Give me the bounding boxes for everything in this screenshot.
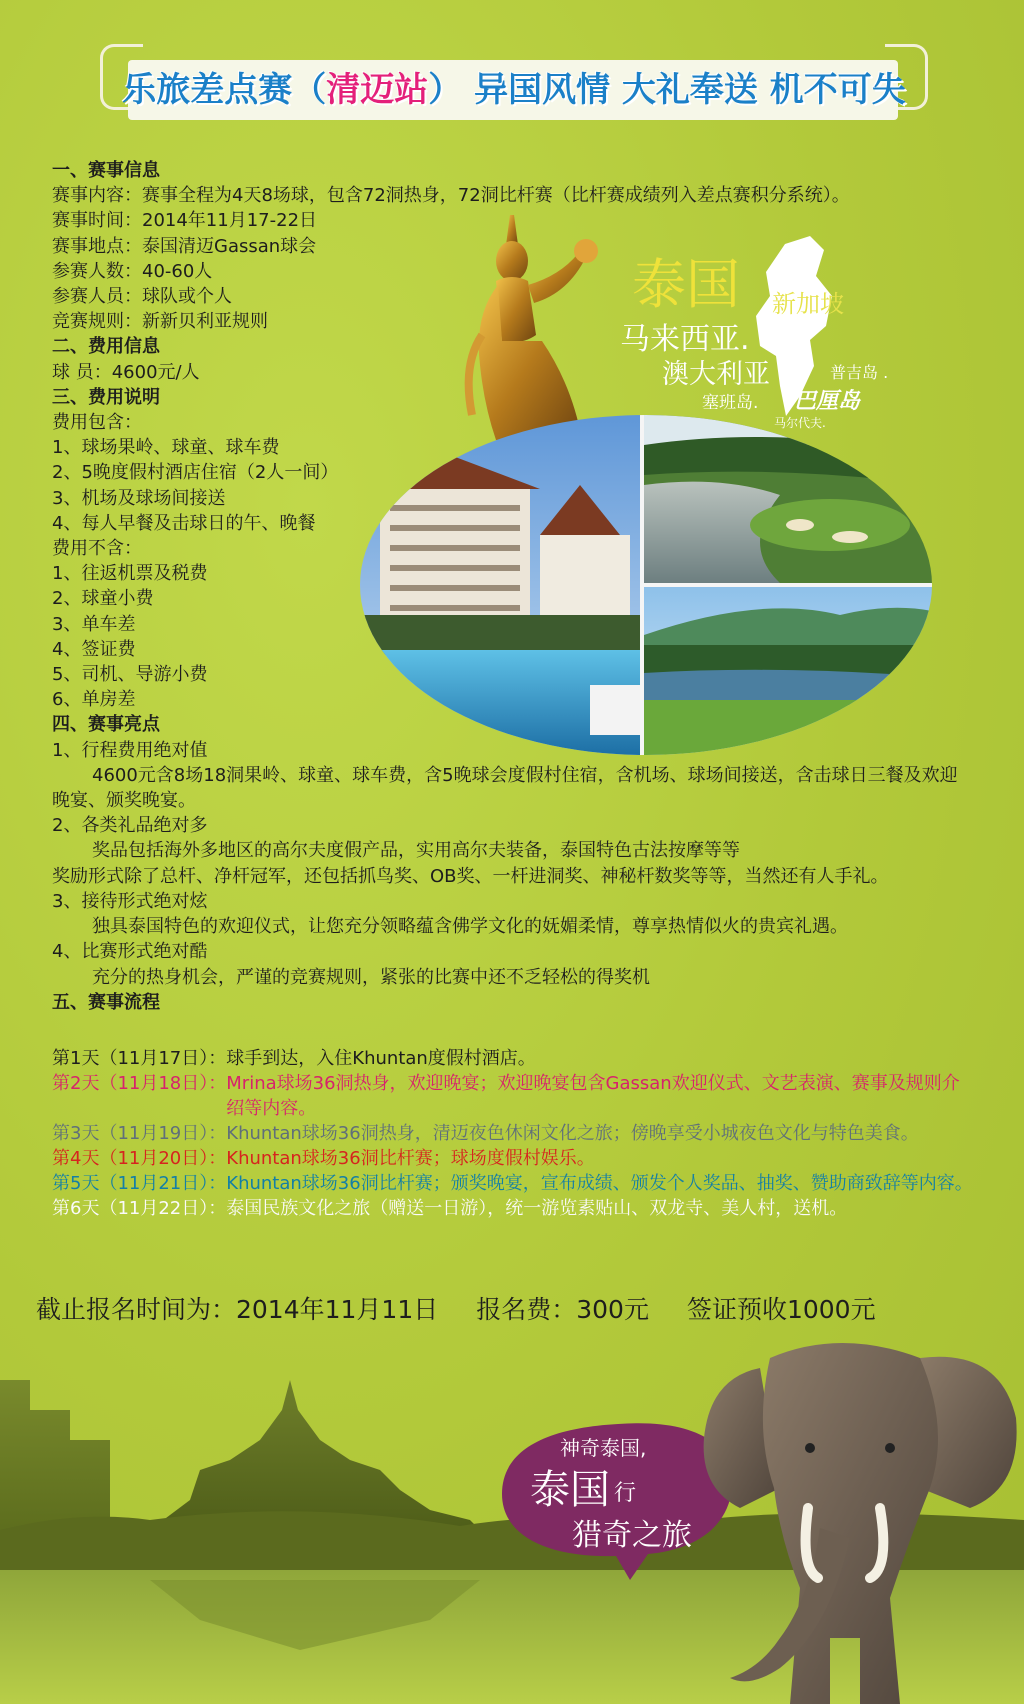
island-phuket: 普吉岛 . <box>830 363 889 382</box>
visa-deposit: 签证预收1000元 <box>686 1295 876 1324</box>
resort-photo-collage <box>360 415 932 755</box>
schedule-row <box>52 1146 977 1171</box>
info-line: 参赛人员：球队或个人 <box>52 286 232 308</box>
info-line: 2、球童小费 <box>52 588 154 610</box>
info-line: 3、机场及球场间接送 <box>52 487 226 509</box>
schedule-text: 泰国民族文化之旅（赠送一日游），统一游览素贴山、双龙寺、美人村，送机。 <box>226 1198 848 1219</box>
info-line: 1、球场果岭、球童、球车费 <box>52 437 280 459</box>
country-singapore: 新加坡 <box>772 290 844 318</box>
registration-fee: 报名费：300元 <box>476 1295 649 1324</box>
info-line: 奖励形式除了总杆、净杆冠军，还包括抓鸟奖、OB奖、一杆进洞奖、神秘杆数奖等等，当然还有人手礼。 <box>52 865 889 887</box>
title-part-3: ） <box>428 70 463 110</box>
deadline-date: 截止报名时间为：2014年11月11日 <box>36 1295 439 1324</box>
info-line: 4、比赛形式绝对酷 <box>52 941 208 963</box>
title-banner <box>100 42 928 134</box>
country-australia: 澳大利亚 <box>662 359 770 390</box>
schedule-text: 球手到达，入住Khuntan度假村酒店。 <box>226 1048 536 1069</box>
info-line: 竞赛规则：新新贝利亚规则 <box>52 311 268 333</box>
schedule-text: Khuntan球场36洞比杆赛；球场度假村娱乐。 <box>226 1148 595 1169</box>
info-line: 一、赛事信息 <box>52 160 160 181</box>
info-line: 赛事地点：泰国清迈Gassan球会 <box>52 235 317 257</box>
info-line: 四、赛事亮点 <box>52 714 160 736</box>
island-bali: 巴厘岛 <box>794 389 861 414</box>
bubble-line-2-small: 行 <box>614 1481 637 1506</box>
schedule-text: Khuntan球场36洞比杆赛；颁奖晚宴，宣布成绩、颁发个人奖品、抽奖、赞助商致辞等内容。 <box>226 1173 973 1194</box>
event-schedule <box>52 1046 977 1221</box>
poster-title <box>100 60 928 120</box>
info-line: 6、单房差 <box>52 689 136 711</box>
info-line: 球 员：4600元/人 <box>52 361 200 383</box>
info-line: 3、单车差 <box>52 613 136 635</box>
info-line: 五、赛事流程 <box>52 991 160 1013</box>
schedule-row <box>52 1121 977 1146</box>
info-line: 二、费用信息 <box>52 336 160 358</box>
bubble-line-2: 泰国 <box>530 1467 610 1513</box>
destination-map <box>610 236 910 436</box>
info-line: 费用包含： <box>52 412 142 434</box>
info-line: 4、签证费 <box>52 638 136 660</box>
title-part-4: 异国风情 大礼奉送 机不可失 <box>474 70 906 110</box>
info-line: 4、每人早餐及击球日的午、晚餐 <box>52 512 316 534</box>
thai-statue-image <box>462 215 612 440</box>
info-line: 参赛人数：40-60人 <box>52 260 213 282</box>
schedule-day: 第3天（11月19日）： <box>52 1123 227 1144</box>
schedule-day: 第2天（11月18日）： <box>52 1073 227 1094</box>
schedule-row <box>52 1171 977 1196</box>
schedule-day: 第1天（11月17日）： <box>52 1048 227 1069</box>
schedule-day: 第4天（11月20日）： <box>52 1148 227 1169</box>
info-line: 独具泰国特色的欢迎仪式，让您充分领略蕴含佛学文化的妩媚柔情，尊享热情似火的贵宾礼遇。 <box>92 916 848 938</box>
elephant-image <box>690 1338 1024 1704</box>
info-line: 3、接待形式绝对炫 <box>52 890 208 912</box>
info-line: 赛事内容：赛事全程为4天8场球，包含72洞热身，72洞比杆赛（比杆赛成绩列入差点赛积分系统）。 <box>52 185 850 207</box>
info-line: 2、各类礼品绝对多 <box>52 815 208 837</box>
schedule-text: Mrina球场36洞热身，欢迎晚宴；欢迎晚宴包含Gassan欢迎仪式、文艺表演、赛事及规则介绍等内容。 <box>226 1073 960 1119</box>
info-line: 5、司机、导游小费 <box>52 664 208 686</box>
info-line: 费用不含： <box>52 538 142 560</box>
info-line: 1、行程费用绝对值 <box>52 739 208 761</box>
info-line: 4600元含8场18洞果岭、球童、球车费，含5晚球会度假村住宿，含机场、球场间接送，含击球日三餐及欢迎晚宴、颁奖晚宴。 <box>52 764 958 812</box>
info-line: 三、费用说明 <box>52 386 160 408</box>
island-maldives: 马尔代夫. <box>774 416 826 430</box>
info-line: 1、往返机票及税费 <box>52 563 208 585</box>
schedule-row <box>52 1071 977 1121</box>
schedule-day: 第5天（11月21日）： <box>52 1173 227 1194</box>
info-line: 奖品包括海外多地区的高尔夫度假产品，实用高尔夫装备，泰国特色古法按摩等等 <box>92 840 740 862</box>
bubble-line-3: 猎奇之旅 <box>572 1518 692 1553</box>
registration-deadline <box>36 1290 914 1326</box>
island-saipan: 塞班岛. <box>702 393 759 413</box>
info-line: 赛事时间：2014年11月17-22日 <box>52 210 318 232</box>
schedule-day: 第6天（11月22日）： <box>52 1198 227 1219</box>
country-malaysia: 马来西亚. <box>620 322 750 357</box>
info-line: 2、5晚度假村酒店住宿（2人一间） <box>52 462 339 484</box>
title-part-2: 清迈站 <box>326 70 429 110</box>
title-part-1: 乐旅差点赛（ <box>122 70 327 110</box>
info-line: 充分的热身机会，严谨的竞赛规则，紧张的比赛中还不乏轻松的得奖机 <box>92 966 650 988</box>
schedule-row <box>52 1196 977 1221</box>
country-thailand: 泰国 <box>632 253 740 316</box>
bubble-line-1: 神奇泰国, <box>560 1436 647 1460</box>
schedule-row <box>52 1046 977 1071</box>
schedule-text: Khuntan球场36洞热身，清迈夜色休闲文化之旅；傍晚享受小城夜色文化与特色美食。 <box>226 1123 919 1144</box>
